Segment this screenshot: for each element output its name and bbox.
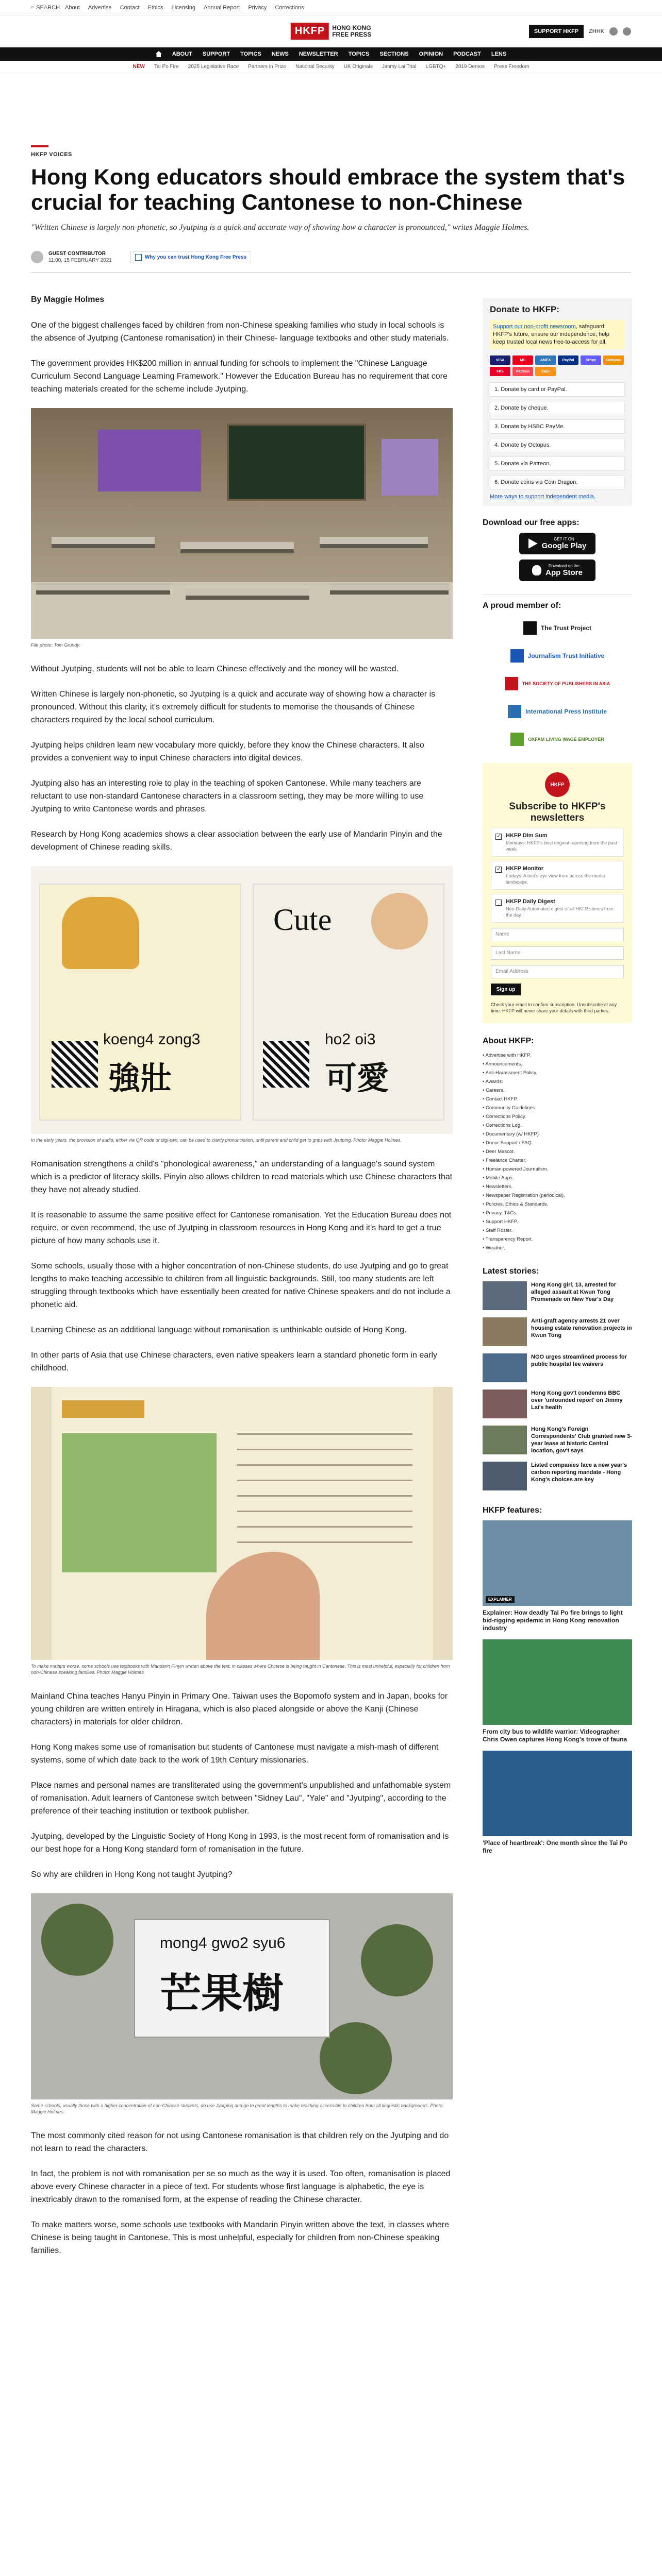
donate-option[interactable]: 3. Donate by HSBC PayMe. <box>490 419 625 434</box>
nav-item-podcast[interactable]: PODCAST <box>453 51 481 57</box>
byline <box>31 250 631 264</box>
photo-shape <box>227 423 366 501</box>
support-hkfp-button[interactable]: SUPPORT HKFP <box>529 25 584 38</box>
about-link[interactable]: • Deer Mascot. <box>483 1147 632 1156</box>
paragraph: Hong Kong makes some use of romanisation but students of Cantonese must navigate a mish-mash of different systems, some of which date back to the work of 19th Century missionaries. <box>31 1743 439 1765</box>
donate-option[interactable]: 5. Donate via Patreon. <box>490 456 625 471</box>
photo-shape <box>237 1433 412 1547</box>
donate-widget <box>483 298 632 506</box>
app-store-big: App Store <box>545 568 583 577</box>
google-play-text <box>542 537 587 550</box>
story-item[interactable] <box>483 1353 632 1382</box>
payment-logo: AMEX <box>535 355 556 365</box>
about-link[interactable]: • Careers. <box>483 1086 632 1095</box>
feature-card[interactable] <box>483 1751 632 1855</box>
paragraph: Research by Hong Kong academics shows a clear association between the early use of Mandarin Pinyin and the development of Chinese reading skills. <box>31 830 442 852</box>
donate-title: Donate to HKFP: <box>490 304 560 314</box>
account-icon[interactable] <box>623 27 631 36</box>
newsletter-desc: Mondays: HKFP's best original reporting from the past week. <box>506 840 617 852</box>
photo-shape <box>36 583 170 595</box>
about-widget <box>483 1037 632 1252</box>
nav-item-lens[interactable]: LENS <box>491 51 507 57</box>
google-play-small: GET IT ON <box>554 537 574 541</box>
newsletter-desc: Fridays: A bird's eye view from across the media landscape. <box>506 873 605 885</box>
paragraph: To make matters worse, some schools use textbooks with Mandarin Pinyin written above the text, in classes where Chinese is being taught in Cantonese. This is most unhelpful, especially for children from non-Chinese speaking families. <box>31 2221 450 2255</box>
trust-label: Why you can trust Hong Kong Free Press <box>144 254 247 260</box>
flashcard-word: Cute <box>273 903 332 937</box>
paragraph: It is reasonable to assume the same positive effect for Cantonese romanisation. Yet the Education Bureau does not require, or even recommend, the use of Jyutping in classroom resources in Hong Kong and it's hard to get a true picture of how many schools use it. <box>31 1211 452 1245</box>
site-header <box>0 15 662 47</box>
about-link[interactable]: • Staff Roster. <box>483 1226 632 1235</box>
story-item[interactable] <box>483 1389 632 1418</box>
apple-icon <box>532 565 541 575</box>
paragraph: The most commonly cited reason for not using Cantonese romanisation is that children rely on the Jyutping and do not learn to read the characters. <box>31 2131 449 2153</box>
paragraph: Learning Chinese as an additional language without romanisation is unthinkable outside of Hong Kong. <box>31 1326 407 1334</box>
about-link[interactable]: • Newspaper Registration (periodical). <box>483 1191 632 1200</box>
search-button[interactable] <box>31 4 60 11</box>
newsletter-badge: HKFP <box>545 772 570 797</box>
newsletter-name: HKFP Dim Sum <box>506 833 548 839</box>
about-link[interactable]: • Corrections Log. <box>483 1121 632 1130</box>
story-item[interactable] <box>483 1462 632 1490</box>
about-link[interactable]: • Community Guidelines. <box>483 1104 632 1112</box>
nav-item-topics[interactable]: TOPICS <box>240 51 261 57</box>
feature-card[interactable] <box>483 1520 632 1632</box>
paragraph: Written Chinese is largely non-phonetic, so Jyutping is a quick and accurate way of showing how a character is pronounced. Without this clarity, it's extremely difficult for students to memorise the thousands of Chinese characters required by the local school curriculum. <box>31 690 436 724</box>
paragraph: In fact, the problem is not with romanisation per se so much as the way it is used. Too often, romanisation is placed above every Chinese character in a piece of text. For students whose first language is alphabetic, the eye is inextricably drawn to the romanised form, at the expense of reading the Chinese character. <box>31 2170 451 2204</box>
utility-link-about[interactable]: About <box>65 4 80 11</box>
nav-item-sections[interactable]: SECTIONS <box>379 51 409 57</box>
features-title: HKFP features: <box>483 1506 542 1515</box>
sopa-logo[interactable] <box>483 671 632 696</box>
jti-logo[interactable] <box>483 643 632 668</box>
story-thumbnail <box>483 1426 527 1454</box>
about-link[interactable]: • Weather. <box>483 1244 632 1252</box>
feature-title: From city bus to wildlife warrior: Videographer Chris Owen captures Hong Kong's trove of fauna <box>483 1728 627 1743</box>
photo-caption: File photo: Tom Grundy. <box>31 642 80 648</box>
about-link[interactable]: • Corrections Policy. <box>483 1112 632 1121</box>
photo-shape <box>180 542 294 553</box>
payment-logo: PayPal <box>558 355 578 365</box>
article-title: Hong Kong educators should embrace the system that's crucial for teaching Cantonese to non-Chinese <box>31 165 625 215</box>
app-store-text <box>545 564 583 577</box>
utility-link-privacy[interactable]: Privacy <box>248 4 267 11</box>
nav-item-topics-2[interactable]: TOPICS <box>348 51 370 57</box>
about-link[interactable]: • Documentary (w/ HKFP) <box>483 1130 632 1139</box>
trust-icon <box>135 254 142 261</box>
paragraph: One of the biggest challenges faced by children from non-Chinese speaking families who study in local schools is the absence of Jyutping (Cantonese romanisation) in their Chinese- language textbooks and other study materials. <box>31 321 449 343</box>
about-link[interactable]: • Human-powered Journalism. <box>483 1165 632 1174</box>
article-body <box>31 295 453 2269</box>
paragraph: Romanisation strengthens a child's "phonological awareness," an understanding of a language's sound system which is a predictor of literacy skills. Pinyin also allows children to read materials which use Chinese characters that they have not already studied. <box>31 1160 453 1194</box>
about-link[interactable]: • Mobile Apps. <box>483 1174 632 1182</box>
google-play-button[interactable] <box>519 533 595 554</box>
paragraph: Some schools, usually those with a higher concentration of non-Chinese students, do use Jyutping and go to great lengths to make teaching accessible to children from all linguistic backgrounds. Still, too many students are left struggling through textbooks which have essentially been created for native Chinese speakers and do not include a phonetic aid. <box>31 1262 451 1309</box>
trust-project-icon <box>523 621 537 635</box>
about-link[interactable]: • Anti-Harassment Policy. <box>483 1069 632 1077</box>
utility-link-annual-report[interactable]: Annual Report <box>204 4 240 11</box>
photo-caption: In the early years, the provision of audio, either via QR code or digi-pen, can be used to clarify pronunciation, until parent and child get to grips with Jyutping. Photo: Maggie Holmes. <box>31 1138 402 1143</box>
utility-links <box>65 5 304 11</box>
member-widget <box>483 595 632 752</box>
article-author: By Maggie Holmes <box>31 295 105 304</box>
about-link[interactable]: • Support HKFP. <box>483 1217 632 1226</box>
newsletter-checkbox[interactable] <box>495 900 502 906</box>
member-title: A proud member of: <box>483 601 561 610</box>
site-logo[interactable] <box>291 23 371 40</box>
signup-button[interactable]: Sign up <box>491 984 521 995</box>
feature-card[interactable] <box>483 1639 632 1743</box>
trending-item[interactable]: 2019 Demos <box>455 64 485 70</box>
kicker-rule <box>31 145 48 147</box>
apps-title: Download our free apps: <box>483 518 580 527</box>
oxfam-logo[interactable] <box>483 727 632 752</box>
sopa-icon <box>505 677 518 690</box>
trending-item[interactable]: LGBTQ+ <box>425 64 446 70</box>
about-link[interactable]: • Donor Support / FAQ. <box>483 1139 632 1147</box>
photo-shape <box>320 537 428 548</box>
newsletter-checkbox[interactable] <box>495 867 502 873</box>
photo-shape <box>320 2022 392 2094</box>
qr-code <box>263 1041 309 1088</box>
payment-logo: MC <box>512 355 533 365</box>
newsletter-option[interactable] <box>491 861 624 890</box>
byline-label[interactable]: GUEST CONTRIBUTOR <box>48 251 106 257</box>
last-name-field[interactable]: Last Name <box>491 946 624 960</box>
trending-item[interactable]: Jimmy Lai Trial <box>382 64 417 70</box>
paragraph: Jyutping, developed by the Linguistic Society of Hong Kong in 1993, is the most recent form of romanisation and is our best hope for a Hong Kong standard form of romanisation in the future. <box>31 1832 449 1854</box>
photo-shape <box>186 588 309 600</box>
flashcard-hanzi: 可愛 <box>325 1061 389 1096</box>
donate-option[interactable]: 6. Donate coins via Coin Dragon. <box>490 475 625 489</box>
logo-mark: HKFP <box>291 23 329 40</box>
settings-icon[interactable] <box>609 27 618 36</box>
trending-item[interactable]: 2025 Legislative Race <box>188 64 239 70</box>
search-icon: ⌕ <box>31 4 35 10</box>
about-link[interactable]: • Newsletters. <box>483 1182 632 1191</box>
donate-intro <box>490 320 625 349</box>
latest-list <box>483 1281 632 1490</box>
about-list <box>483 1051 632 1252</box>
logo-text <box>332 25 371 38</box>
newsletter-checkbox[interactable] <box>495 834 502 840</box>
flashcard-pinyin: koeng4 zong3 <box>103 1031 201 1048</box>
about-link[interactable]: • Freelance Charter. <box>483 1156 632 1165</box>
nav-item-news[interactable]: NEWS <box>271 51 289 57</box>
story-thumbnail <box>483 1317 527 1346</box>
story-thumbnail <box>483 1353 527 1382</box>
story-item[interactable] <box>483 1426 632 1454</box>
classroom-photo <box>31 408 453 639</box>
latest-title: Latest stories: <box>483 1267 539 1276</box>
about-link[interactable]: • Policies, Ethics & Standards. <box>483 1200 632 1209</box>
newsletter-name: HKFP Daily Digest <box>506 899 555 905</box>
payment-logo: Patreon <box>512 367 533 376</box>
donate-option[interactable]: 2. Donate by cheque. <box>490 401 625 415</box>
app-store-small: Download on the <box>548 564 580 568</box>
google-play-big: Google Play <box>541 541 587 550</box>
page-content <box>0 295 662 2269</box>
email-field[interactable]: Email Address <box>491 965 624 978</box>
story-item[interactable] <box>483 1281 632 1310</box>
story-title: Anti-graft agency arrests 21 over housing estate renovation projects in Kwun Tong <box>531 1318 632 1338</box>
nav-item-newsletter[interactable]: NEWSLETTER <box>299 51 338 57</box>
story-thumbnail <box>483 1281 527 1310</box>
story-thumbnail <box>483 1389 527 1418</box>
paragraph: Mainland China teaches Hanyu Pinyin in Primary One. Taiwan uses the Bopomofo system and in Japan, books for young children are written entirely in Hiragana, which is also placed alongside or above the Kanji (Chinese characters) in materials for older children. <box>31 1692 448 1726</box>
flashcard-pinyin: ho2 oi3 <box>325 1031 376 1048</box>
feature-title: 'Place of heartbreak': One month since the Tai Po fire <box>483 1839 627 1854</box>
photo-shape <box>62 897 139 969</box>
trending-bar <box>0 61 662 73</box>
photo-caption: Some schools, usually those with a higher concentration of non-Chinese students, do use Jyutping and go to great lengths to make teaching accessible to children from all linguistic backgrounds. Photo: Maggie Holmes. <box>31 2103 444 2114</box>
donate-more-link[interactable]: More ways to support independent media. <box>490 494 595 500</box>
photo-shape <box>371 893 428 950</box>
feature-image <box>483 1639 632 1725</box>
photo-shape <box>330 583 449 595</box>
trust-badge[interactable] <box>130 251 251 263</box>
payment-logo: VISA <box>490 355 510 365</box>
feature-image <box>483 1520 632 1606</box>
home-icon[interactable] <box>156 51 162 57</box>
newsletter-name: HKFP Monitor <box>506 866 544 872</box>
story-title: Hong Kong gov't condemns BBC over 'unfounded report' on Jimmy Lai's health <box>531 1390 623 1411</box>
paragraph: The government provides HK$200 million in annual funding for schools to implement the "Chinese Language Curriculum Second Language Learning Framework." However the Education Bureau has no requirement that core teaching materials created for the scheme include Jyutping. <box>31 359 448 394</box>
photo-shape <box>382 439 438 496</box>
trending-item[interactable]: National Security <box>295 64 335 70</box>
donate-intro-text: , safeguard HKFP's future, ensure our independence, help keep trusted local news free-to-access for all. <box>493 324 609 345</box>
ipi-logo[interactable] <box>483 699 632 724</box>
payment-methods <box>490 355 625 376</box>
sign-hanzi: 芒果樹 <box>160 1971 284 2016</box>
feature-title: Explainer: How deadly Tai Po fire brings to light bid-rigging epidemic in Hong Kong renovation industry <box>483 1609 623 1632</box>
paragraph: So why are children in Hong Kong not taught Jyutping? <box>31 1870 233 1879</box>
about-link[interactable]: • Announcements. <box>483 1060 632 1069</box>
about-link[interactable]: • Transparency Report. <box>483 1235 632 1244</box>
feature-image <box>483 1751 632 1836</box>
utility-link-ethics[interactable]: Ethics <box>147 4 163 11</box>
donate-option[interactable]: 1. Donate by card or PayPal. <box>490 382 625 397</box>
trending-new-label: NEW <box>133 64 145 70</box>
flashcard-hanzi: 強壯 <box>108 1061 173 1096</box>
app-store-button[interactable] <box>519 560 595 581</box>
name-field[interactable]: Name <box>491 928 624 941</box>
trending-item[interactable]: UK Originals <box>343 64 373 70</box>
paragraph: Without Jyutping, students will not be able to learn Chinese effectively and the money will be wasted. <box>31 665 399 673</box>
nav-item-support[interactable]: SUPPORT <box>202 51 230 57</box>
story-title: Hong Kong's Foreign Correspondents' Club granted new 3-year lease at historic Central location, gov't says <box>531 1426 632 1454</box>
payment-logo: Stripe <box>581 355 601 365</box>
article-standfirst: "Written Chinese is largely non-phonetic, so Jyutping is a quick and accurate way of showing how a character is pronounced," writes Maggie Holmes. <box>31 223 529 232</box>
newsletter-title: Subscribe to HKFP's newsletters <box>509 801 606 823</box>
textbook-photo <box>31 1387 453 1660</box>
story-title: Listed companies face a new year's carbon reporting mandate - Hong Kong's choices are key <box>531 1462 627 1483</box>
trending-item[interactable]: Partners in Prize <box>248 64 287 70</box>
language-switch[interactable]: ZHHK <box>589 28 604 35</box>
flashcards-photo <box>31 866 453 1134</box>
member-org: The Trust Project <box>540 624 592 632</box>
member-org: Journalism Trust Initiative <box>527 652 605 659</box>
photo-shape <box>361 1924 433 1996</box>
newsletter-widget <box>483 763 632 1023</box>
utility-bar <box>0 0 662 15</box>
story-thumbnail <box>483 1462 527 1490</box>
about-title: About HKFP: <box>483 1037 534 1045</box>
article-header <box>0 145 662 273</box>
newsletter-option[interactable] <box>491 828 624 857</box>
logo-line-1: HONG KONG <box>332 24 371 31</box>
paragraph: In other parts of Asia that use Chinese characters, even native speakers learn a standard phonetic form in early childhood. <box>31 1351 437 1372</box>
oxfam-icon <box>510 733 524 746</box>
utility-link-advertise[interactable]: Advertise <box>88 4 112 11</box>
donate-option[interactable]: 4. Donate by Octopus. <box>490 438 625 452</box>
nav-item-opinion[interactable]: OPINION <box>419 51 443 57</box>
author-avatar <box>31 251 43 263</box>
photo-shape <box>62 1400 144 1418</box>
header-actions <box>529 25 631 38</box>
paragraph: Jyutping also has an interesting role to play in the teaching of spoken Cantonese. While many teachers are reluctant to use non-standard Cantonese characters in a classroom setting, they may be more willing to use Jyutping to write Cantonese words and phrases. <box>31 779 424 814</box>
trending-item[interactable]: Tai Po Fire <box>154 64 179 70</box>
payment-logo: Octopus <box>603 355 624 365</box>
photo-shape <box>98 430 201 492</box>
logo-line-2: FREE PRESS <box>332 30 372 38</box>
story-title: Hong Kong girl, 13, arrested for alleged assault at Kwun Tong Promenade on New Year's Day <box>531 1282 617 1302</box>
photo-shape <box>62 1433 217 1572</box>
about-link[interactable]: • Awards. <box>483 1077 632 1086</box>
newsletter-note: Check your email to confirm subscription. Unsubscribe at any time. HKFP will never share your details with third parties. <box>491 1002 617 1013</box>
utility-link-contact[interactable]: Contact <box>120 4 140 11</box>
payment-logo: FPS <box>490 367 510 376</box>
newsletter-desc: Non-Daily Automated digest of all HKFP stories from the day. <box>506 906 614 918</box>
story-item[interactable] <box>483 1317 632 1346</box>
search-label: SEARCH <box>36 4 60 11</box>
photo-shape <box>41 1904 113 1976</box>
trust-project-logo[interactable] <box>483 616 632 640</box>
main-nav <box>0 47 662 61</box>
newsletter-option[interactable] <box>491 894 624 923</box>
about-link[interactable]: • Contact HKFP. <box>483 1095 632 1104</box>
article-kicker[interactable]: HKFP VOICES <box>31 151 72 158</box>
sign-pinyin: mong4 gwo2 syu6 <box>160 1935 286 1952</box>
story-title: NGO urges streamlined process for public hospital fee waivers <box>531 1354 627 1367</box>
qr-code <box>52 1041 98 1088</box>
sidebar <box>483 295 632 2269</box>
donate-intro-link[interactable]: Support our non-profit newsroom <box>493 324 576 330</box>
header-divider <box>31 272 631 273</box>
member-org: OXFAM LIVING WAGE EMPLOYER <box>528 737 604 742</box>
member-org: THE SOCIETY OF PUBLISHERS IN ASIA <box>522 681 610 686</box>
paragraph: Jyutping helps children learn new vocabulary more quickly, before they know the Chinese characters. It also provides a convenient way to input Chinese characters into digital devices. <box>31 741 424 762</box>
features-widget <box>483 1506 632 1855</box>
member-org: International Press Institute <box>525 708 607 715</box>
play-store-icon <box>528 538 538 549</box>
byline-text <box>48 250 112 264</box>
about-link[interactable]: • Advertise with HKFP. <box>483 1051 632 1060</box>
latest-stories-widget <box>483 1267 632 1490</box>
ipi-icon <box>508 705 521 718</box>
utility-link-licensing[interactable]: Licensing <box>171 4 195 11</box>
payment-logo: Coin <box>535 367 556 376</box>
signage-photo <box>31 1893 453 2099</box>
photo-caption: To make matters worse, some schools use textbooks with Mandarin Pinyin written above the text, in classes where Chinese is being taught in Cantonese. This is most unhelpful, especially for children from non-Chinese speaking families. Photo: Maggie Holmes. <box>31 1664 450 1675</box>
trending-item[interactable]: Press Freedom <box>493 64 529 70</box>
feature-tag: EXPLAINER <box>486 1596 515 1603</box>
jti-icon <box>510 649 524 663</box>
apps-widget <box>483 518 632 581</box>
byline-date: 11:00, 15 FEBRUARY 2021 <box>48 258 112 263</box>
about-link[interactable]: • Privacy, T&Cs. <box>483 1209 632 1217</box>
paragraph: Place names and personal names are transliterated using the government's unpublished and unfathomable system of romanisation. Adult learners of Cantonese switch between "Sidney Lau", "Yale" and "Jyutping", according to the preference of their teaching institution or textbook publisher. <box>31 1781 451 1816</box>
nav-item-about[interactable]: ABOUT <box>172 51 192 57</box>
photo-shape <box>52 537 155 548</box>
utility-link-corrections[interactable]: Corrections <box>275 4 304 11</box>
